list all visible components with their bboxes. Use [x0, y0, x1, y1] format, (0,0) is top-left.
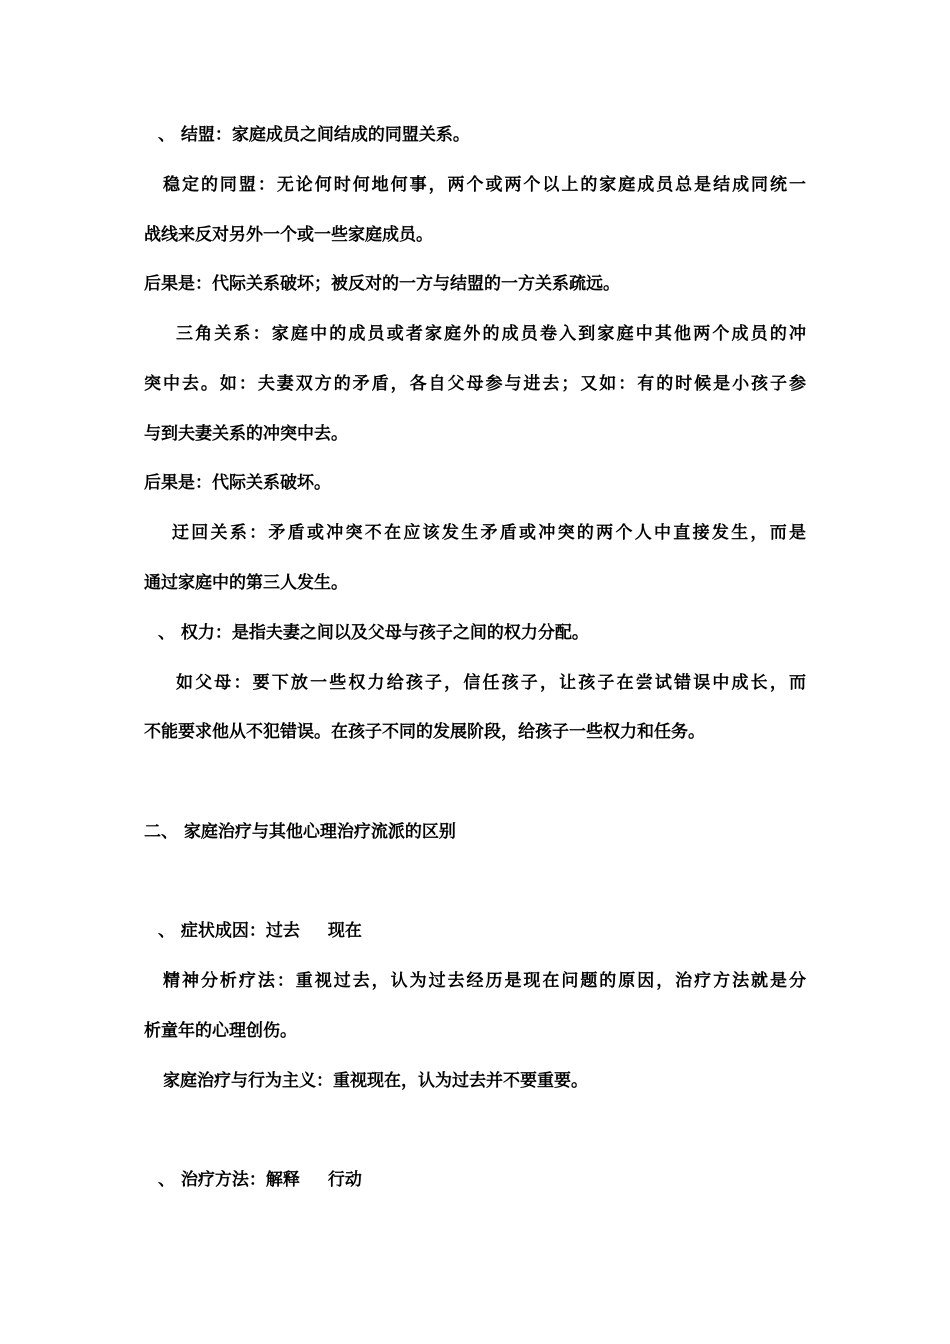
- power-line-2: 不能要求他从不犯错误。在孩子不同的发展阶段，给孩子一些权力和任务。: [144, 722, 705, 742]
- treatment-method-label: 、 治疗方法：解释: [158, 1170, 300, 1190]
- psychoanalysis-line-2: 析童年的心理创伤。: [144, 1021, 297, 1041]
- section-two-heading: 二、 家庭治疗与其他心理治疗流派的区别: [144, 822, 456, 842]
- triangle-line-1: 三角关系：家庭中的成员或者家庭外的成员卷入到家庭中其他两个成员的冲: [176, 324, 806, 344]
- power-heading: 、 权力：是指夫妻之间以及父母与孩子之间的权力分配。: [158, 623, 589, 643]
- detour-line-1: 迂回关系：矛盾或冲突不在应该发生矛盾或冲突的两个人中直接发生，而是: [172, 523, 806, 543]
- power-line-1: 如父母：要下放一些权力给孩子，信任孩子，让孩子在尝试错误中成长，而: [176, 673, 806, 693]
- symptom-cause-present: 现在: [327, 921, 362, 941]
- psychoanalysis-line-1: 精神分析疗法：重视过去，认为过去经历是现在问题的原因，治疗方法就是分: [163, 971, 806, 991]
- stable-alliance-line-2: 战线来反对另外一个或一些家庭成员。: [144, 225, 433, 245]
- stable-alliance-line-1: 稳定的同盟：无论何时何地何事，两个或两个以上的家庭成员总是结成同统一: [163, 175, 806, 195]
- family-therapy-line: 家庭治疗与行为主义：重视现在，认为过去并不要重要。: [163, 1071, 588, 1091]
- detour-line-2: 通过家庭中的第三人发生。: [144, 573, 348, 593]
- treatment-method-heading: [144, 1169, 820, 1191]
- triangle-line-2: 突中去。如：夫妻双方的矛盾，各自父母参与进去；又如：有的时候是小孩子参: [144, 374, 806, 394]
- symptom-cause-label: 、 症状成因：过去: [158, 921, 300, 941]
- triangle-line-3: 与到夫妻关系的冲突中去。: [144, 424, 348, 444]
- triangle-consequence: 后果是：代际关系破坏。: [144, 473, 331, 493]
- symptom-cause-heading: [144, 920, 820, 942]
- alliance-heading: 、 结盟：家庭成员之间结成的同盟关系。: [158, 125, 470, 145]
- alliance-consequence: 后果是：代际关系破坏；被反对的一方与结盟的一方关系疏远。: [144, 274, 620, 294]
- treatment-method-action: 行动: [327, 1170, 362, 1190]
